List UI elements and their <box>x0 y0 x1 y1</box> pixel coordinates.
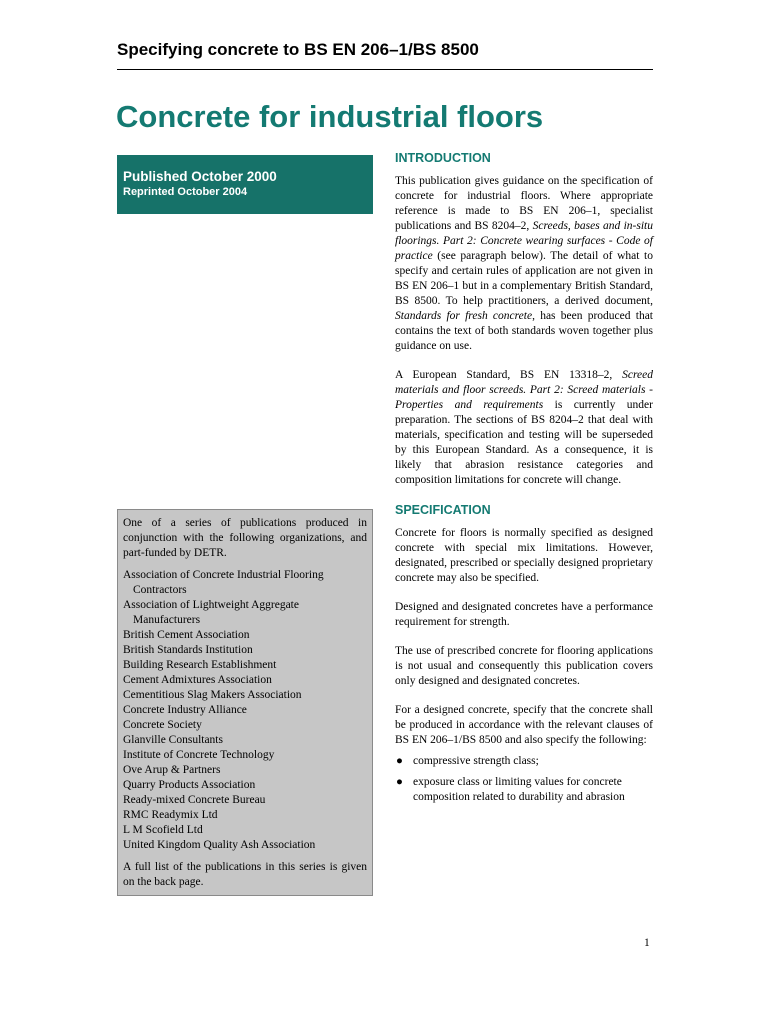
publication-box <box>117 155 373 214</box>
organization-item: Building Research Establishment <box>123 659 277 671</box>
organization-item: Association of Concrete Industrial Flooring Contractors <box>123 569 324 596</box>
organization-item: Glanville Consultants <box>123 734 223 746</box>
reprinted-date: Reprinted October 2004 <box>123 186 248 198</box>
organization-item: Cement Admixtures Association <box>123 674 272 686</box>
introduction-paragraph-2: A European Standard, BS EN 13318–2, Screed materials and floor screeds. Part 2: Screed materials - Properties and requirements is currently under preparation. The sections of BS 8204–2 that deal with materials, specification and testing will be superseded by this European Standard. As a consequence, it is likely that abrasion resistance categories and composition limitations for concrete will change. <box>395 369 653 486</box>
organization-list <box>123 568 367 853</box>
bullet-icon: ● <box>396 755 403 767</box>
partners-box <box>117 509 373 896</box>
organization-item: Quarry Products Association <box>123 779 256 791</box>
organization-item: Institute of Concrete Technology <box>123 749 275 761</box>
organization-item: British Cement Association <box>123 629 250 641</box>
organization-item: Concrete Society <box>123 719 202 731</box>
organization-item: United Kingdom Quality Ash Association <box>123 839 316 851</box>
bullet-icon: ● <box>396 776 403 788</box>
specification-paragraph: For a designed concrete, specify that the concrete shall be produced in accordance with the relevant clauses of BS EN 206–1/BS 8500 and also specify the following: <box>395 704 653 746</box>
specification-paragraph: Concrete for floors is normally specified as designed concrete with special mix limitations. However, designated, prescribed or specially designed proprietary concrete may also be specified. <box>395 527 653 584</box>
partners-intro: One of a series of publications produced in conjunction with the following organizations, and part-funded by DETR. <box>123 517 367 559</box>
header-rule <box>117 69 653 70</box>
organization-item: RMC Readymix Ltd <box>123 809 218 821</box>
specification-heading: SPECIFICATION <box>395 503 491 517</box>
main-column <box>395 150 653 811</box>
bullet-item: ● compressive strength class; <box>396 755 539 767</box>
specification-bullets <box>395 754 653 805</box>
bullet-item: ● exposure class or limiting values for concrete composition related to durability and abrasion <box>396 776 625 803</box>
partners-footer: A full list of the publications in this series is given on the back page. <box>123 861 367 888</box>
published-date: Published October 2000 <box>123 169 277 184</box>
page-title: Concrete for industrial floors <box>116 99 544 134</box>
organization-item: Ove Arup & Partners <box>123 764 221 776</box>
page-number: 1 <box>644 937 650 949</box>
introduction-paragraph-1: This publication gives guidance on the specification of concrete for industrial floors. Where appropriate reference is made to BS EN 206–1, specialist publications and BS 8204–2, Screeds, bases and in-situ floorings. Part 2: Concrete wearing surfaces - Code of practice (see paragraph below). The detail of what to specify and certain rules of application are not given in BS EN 206–1 but in a complementary British Standard, BS 8500. To help practitioners, a derived document, Standards for fresh concrete, has been produced that contains the text of both standards woven together plus guidance on use. <box>395 175 653 352</box>
specification-paragraph: Designed and designated concretes have a performance requirement for strength. <box>395 601 653 628</box>
specification-paragraph: The use of prescribed concrete for flooring applications is not usual and consequently this publication covers only designed and designated concretes. <box>395 645 653 687</box>
series-title: Specifying concrete to BS EN 206–1/BS 8500 <box>117 40 479 59</box>
organization-item: Association of Lightweight Aggregate Manufacturers <box>123 599 299 626</box>
organization-item: Ready-mixed Concrete Bureau <box>123 794 266 806</box>
organization-item: L M Scofield Ltd <box>123 824 203 836</box>
introduction-heading: INTRODUCTION <box>395 151 491 165</box>
organization-item: Concrete Industry Alliance <box>123 704 247 716</box>
organization-item: Cementitious Slag Makers Association <box>123 689 302 701</box>
organization-item: British Standards Institution <box>123 644 253 656</box>
